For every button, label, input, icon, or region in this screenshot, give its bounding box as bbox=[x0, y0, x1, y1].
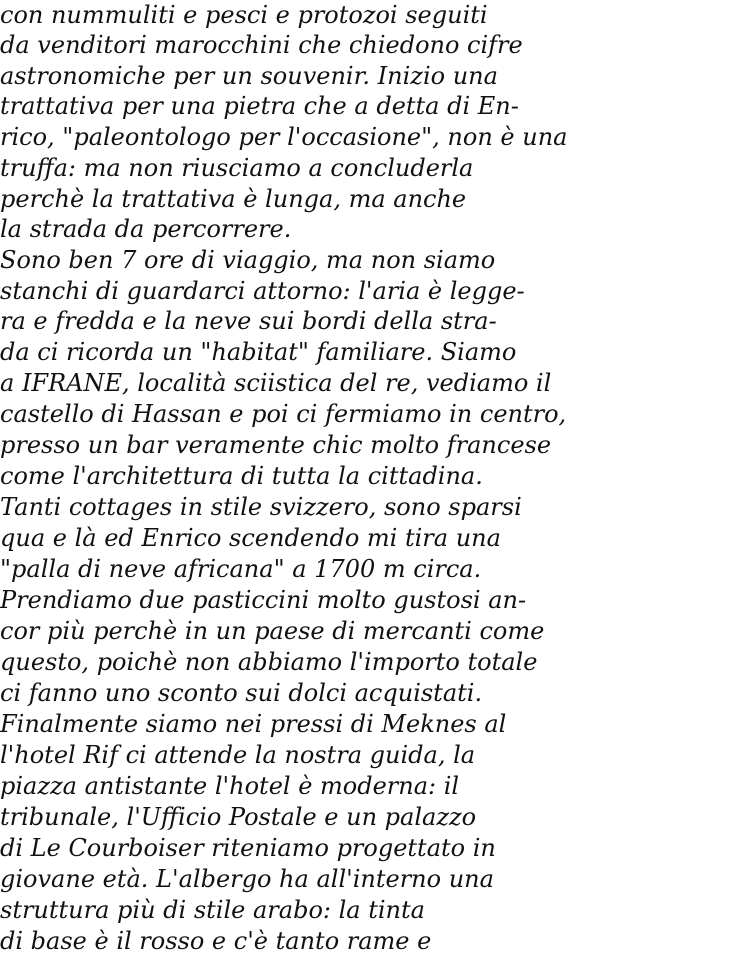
text-line: Prendiamo due pasticcini molto gustosi an- bbox=[0, 586, 527, 614]
text-line: come l'architettura di tutta la cittadina. bbox=[0, 462, 483, 490]
text-line: Sono ben 7 ore di viaggio, ma non siamo bbox=[0, 246, 496, 274]
text-line: di base è il rosso e c'è tanto rame e bbox=[0, 927, 432, 955]
text-line: l'hotel Rif ci attende la nostra guida, la bbox=[0, 741, 476, 769]
text-line: giovane età. L'albergo ha all'interno una bbox=[0, 865, 494, 893]
text-line: astronomiche per un souvenir. Inizio una bbox=[0, 62, 498, 90]
text-line: Tanti cottages in stile svizzero, sono sparsi bbox=[0, 493, 522, 521]
text-line: la strada da percorrere. bbox=[0, 215, 292, 243]
text-line: qua e là ed Enrico scendendo mi tira una bbox=[0, 524, 501, 552]
text-line: truffa: ma non riusciamo a concluderla bbox=[0, 154, 474, 182]
text-line: stanchi di guardarci attorno: l'aria è legge- bbox=[0, 277, 525, 305]
text-line: ci fanno uno sconto sui dolci acquistati. bbox=[0, 679, 483, 707]
text-line: castello di Hassan e poi ci fermiamo in centro, bbox=[0, 400, 567, 428]
text-line: di Le Courboiser riteniamo progettato in bbox=[0, 834, 496, 862]
text-line: questo, poichè non abbiamo l'importo totale bbox=[0, 648, 538, 676]
text-line: "palla di neve africana" a 1700 m circa. bbox=[0, 555, 482, 583]
text-line: Finalmente siamo nei pressi di Meknes al bbox=[0, 710, 507, 738]
text-line: ra e fredda e la neve sui bordi della stra- bbox=[0, 307, 497, 335]
text-line: perchè la trattativa è lunga, ma anche bbox=[0, 185, 467, 213]
text-line: rico, "paleontologo per l'occasione", non è una bbox=[0, 123, 568, 151]
text-line: cor più perchè in un paese di mercanti come bbox=[0, 617, 545, 645]
text-line: struttura più di stile arabo: la tinta bbox=[0, 896, 425, 924]
text-line: presso un bar veramente chic molto francese bbox=[0, 431, 552, 459]
text-line: piazza antistante l'hotel è moderna: il bbox=[0, 772, 460, 800]
text-line: da ci ricorda un "habitat" familiare. Siamo bbox=[0, 338, 517, 366]
text-line: trattativa per una pietra che a detta di En- bbox=[0, 92, 519, 120]
text-line: da venditori marocchini che chiedono cifre bbox=[0, 31, 523, 59]
text-line: tribunale, l'Ufficio Postale e un palazzo bbox=[0, 803, 477, 831]
text-line: a IFRANE, località sciistica del re, vediamo il bbox=[0, 369, 552, 397]
text-line: con nummuliti e pesci e protozoi seguiti bbox=[0, 1, 488, 29]
